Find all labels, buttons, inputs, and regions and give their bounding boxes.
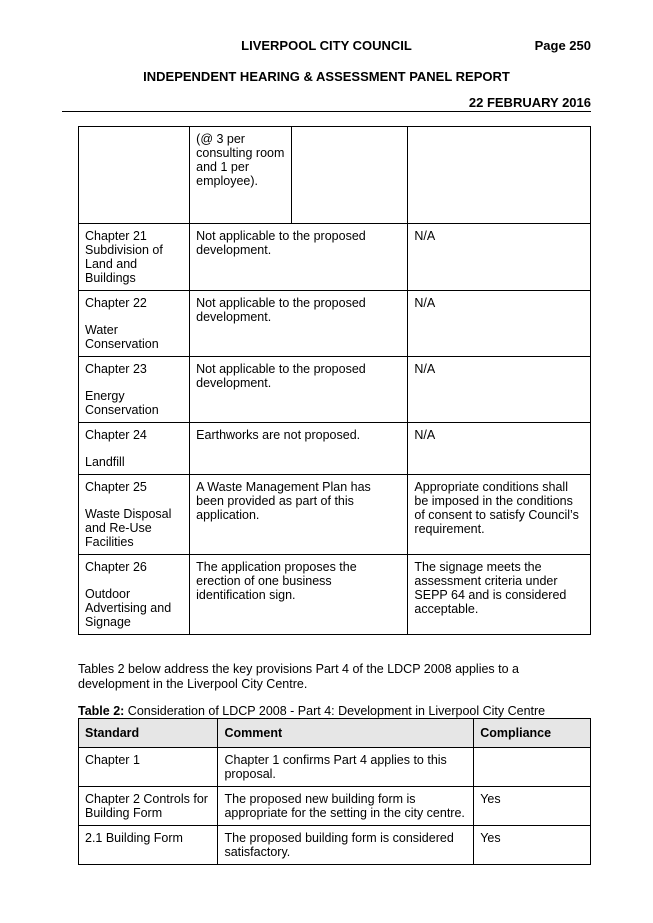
inner-cell-empty <box>292 127 407 223</box>
report-title: INDEPENDENT HEARING & ASSESSMENT PANEL REPORT <box>143 69 510 84</box>
comment-cell: Earthworks are not proposed. <box>190 423 408 475</box>
chapter-cell <box>79 555 190 635</box>
comment-cell: The proposed new building form is appropriate for the setting in the city centre. <box>218 787 474 826</box>
compliance-cell: N/A <box>408 423 591 475</box>
header-compliance: Compliance <box>474 719 591 748</box>
compliance-cell: Yes <box>474 826 591 865</box>
table-cell <box>79 127 190 224</box>
table-row <box>79 748 591 787</box>
chapter-number: Chapter 26 <box>85 560 147 574</box>
compliance-cell: N/A <box>408 224 591 291</box>
compliance-cell: The signage meets the assessment criteria under SEPP 64 and is considered acceptable. <box>408 555 591 635</box>
table-row <box>79 423 591 475</box>
comment-cell: Not applicable to the proposed development. <box>190 224 408 291</box>
header-divider <box>62 111 591 112</box>
table-cell <box>408 127 591 224</box>
chapter-number: Chapter 22 <box>85 296 147 310</box>
chapter-cell <box>79 291 190 357</box>
comment-cell: The application proposes the erection of one business identification sign. <box>190 555 408 635</box>
comment-cell: The proposed building form is considered satisfactory. <box>218 826 474 865</box>
table-row <box>79 475 591 555</box>
chapter-number: Chapter 21 <box>85 229 147 243</box>
comment-cell: Chapter 1 confirms Part 4 applies to this proposal. <box>218 748 474 787</box>
chapter-cell <box>79 423 190 475</box>
chapter-subtitle: Energy Conservation <box>85 389 159 417</box>
page-number: Page 250 <box>534 38 591 53</box>
chapter-number: Chapter 25 <box>85 480 147 494</box>
table-row <box>79 357 591 423</box>
chapter-subtitle: Landfill <box>85 455 125 469</box>
page-header <box>0 38 653 54</box>
table-header-row <box>79 719 591 748</box>
compliance-cell <box>474 748 591 787</box>
chapter-subtitle: Subdivision of Land and Buildings <box>85 243 163 285</box>
chapter-cell <box>79 475 190 555</box>
council-name: LIVERPOOL CITY COUNCIL <box>241 38 412 53</box>
table-row <box>79 555 591 635</box>
caption-text: Consideration of LDCP 2008 - Part 4: Development in Liverpool City Centre <box>124 704 546 718</box>
header-comment: Comment <box>218 719 474 748</box>
table-part4-standards <box>78 718 591 865</box>
chapter-subtitle: Water Conservation <box>85 323 159 351</box>
compliance-cell: Yes <box>474 787 591 826</box>
chapter-number: Chapter 24 <box>85 428 147 442</box>
standard-cell: Chapter 1 <box>79 748 218 787</box>
compliance-cell: N/A <box>408 291 591 357</box>
compliance-cell: Appropriate conditions shall be imposed in the conditions of consent to satisfy Council’s requirement. <box>408 475 591 555</box>
table-part1-chapters <box>78 126 591 635</box>
standard-cell: Chapter 2 Controls for Building Form <box>79 787 218 826</box>
comment-cell: A Waste Management Plan has been provided as part of this application. <box>190 475 408 555</box>
table-row <box>79 826 591 865</box>
inner-cell: (@ 3 per consulting room and 1 per employee). <box>190 127 292 223</box>
chapter-subtitle: Waste Disposal and Re-Use Facilities <box>85 507 172 549</box>
chapter-cell <box>79 224 190 291</box>
chapter-subtitle: Outdoor Advertising and Signage <box>85 587 172 629</box>
table-cell <box>190 127 408 224</box>
report-date: 22 FEBRUARY 2016 <box>468 95 591 110</box>
comment-cell: Not applicable to the proposed development. <box>190 357 408 423</box>
table-row <box>79 291 591 357</box>
caption-label: Table 2: <box>78 704 125 718</box>
table-row <box>79 224 591 291</box>
intro-paragraph: Tables 2 below address the key provisions Part 4 of the LDCP 2008 applies to a development in the Liverpool City Centre. <box>78 662 520 691</box>
header-standard: Standard <box>79 719 218 748</box>
chapter-cell <box>79 357 190 423</box>
comment-cell: Not applicable to the proposed development. <box>190 291 408 357</box>
compliance-cell: N/A <box>408 357 591 423</box>
standard-cell: 2.1 Building Form <box>79 826 218 865</box>
table2-caption <box>78 704 593 718</box>
table-row <box>79 127 591 224</box>
chapter-number: Chapter 23 <box>85 362 147 376</box>
table-row <box>79 787 591 826</box>
